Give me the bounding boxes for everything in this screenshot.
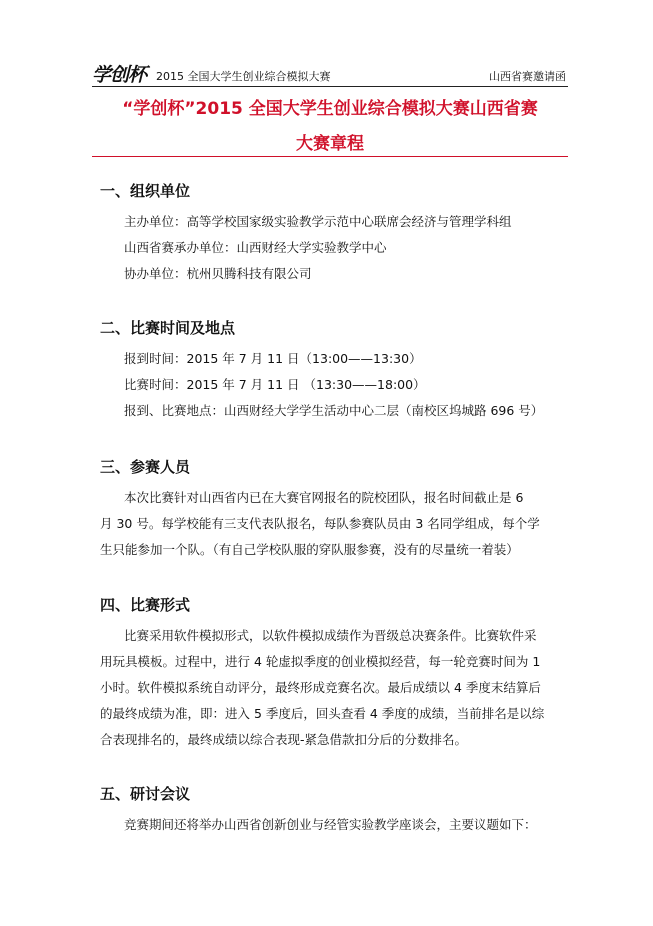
format-line-1: 比赛采用软件模拟形式，以软件模拟成绩作为晋级总决赛条件。比赛软件采 xyxy=(124,628,537,643)
organizer-co-host: 协办单位：杭州贝腾科技有限公司 xyxy=(124,266,312,281)
header-event-name: 2015 全国大学生创业综合模拟大赛 xyxy=(156,70,331,83)
competition-time: 比赛时间：2015 年 7 月 11 日 （13:30——18:00） xyxy=(124,377,426,392)
organizer-undertaker: 山西省赛承办单位：山西财经大学实验教学中心 xyxy=(124,240,387,255)
title-divider xyxy=(92,156,568,157)
format-line-3: 小时。软件模拟系统自动评分，最终形成竞赛名次。最后成绩以 4 季度末结算后 xyxy=(100,680,541,695)
section-heading-participants: 三、参赛人员 xyxy=(100,458,191,476)
format-line-5: 合表现排名的，最终成绩以综合表现-紧急借款扣分后的分数排名。 xyxy=(100,732,468,747)
participants-line-1: 本次比赛针对山西省内已在大赛官网报名的院校团队，报名时间截止是 6 xyxy=(124,490,524,505)
organizer-host: 主办单位：高等学校国家级实验教学示范中心联席会经济与管理学科组 xyxy=(124,214,512,229)
participants-line-2: 月 30 号。每学校能有三支代表队报名，每队参赛队员由 3 名同学组成，每个学 xyxy=(100,516,540,531)
header-doc-type: 山西省赛邀请函 xyxy=(489,70,566,83)
section-heading-seminar: 五、研讨会议 xyxy=(100,785,191,803)
checkin-time: 报到时间：2015 年 7 月 11 日（13:00——13:30） xyxy=(124,351,422,366)
format-line-4: 的最终成绩为准，即：进入 5 季度后，回头查看 4 季度的成绩，当前排名是以综 xyxy=(100,706,545,721)
section-heading-format: 四、比赛形式 xyxy=(100,596,191,614)
logo: 学创杯 xyxy=(92,64,147,86)
page-header xyxy=(92,60,568,88)
seminar-line-1: 竞赛期间还将举办山西省创新创业与经管实验教学座谈会，主要议题如下： xyxy=(124,817,537,832)
format-line-2: 用玩具模板。过程中，进行 4 轮虚拟季度的创业模拟经营，每一轮竞赛时间为 1 xyxy=(100,654,541,669)
section-heading-time-place: 二、比赛时间及地点 xyxy=(100,319,236,337)
participants-line-3: 生只能参加一个队。（有自己学校队服的穿队服参赛，没有的尽量统一着装） xyxy=(100,542,519,557)
section-heading-organizers: 一、组织单位 xyxy=(100,182,191,200)
document-subtitle: 大赛章程 xyxy=(296,134,364,154)
document-title: “学创杯”2015 全国大学生创业综合模拟大赛山西省赛 xyxy=(122,99,538,119)
venue: 报到、比赛地点：山西财经大学学生活动中心二层（南校区坞城路 696 号） xyxy=(124,403,544,418)
header-divider xyxy=(92,86,568,87)
